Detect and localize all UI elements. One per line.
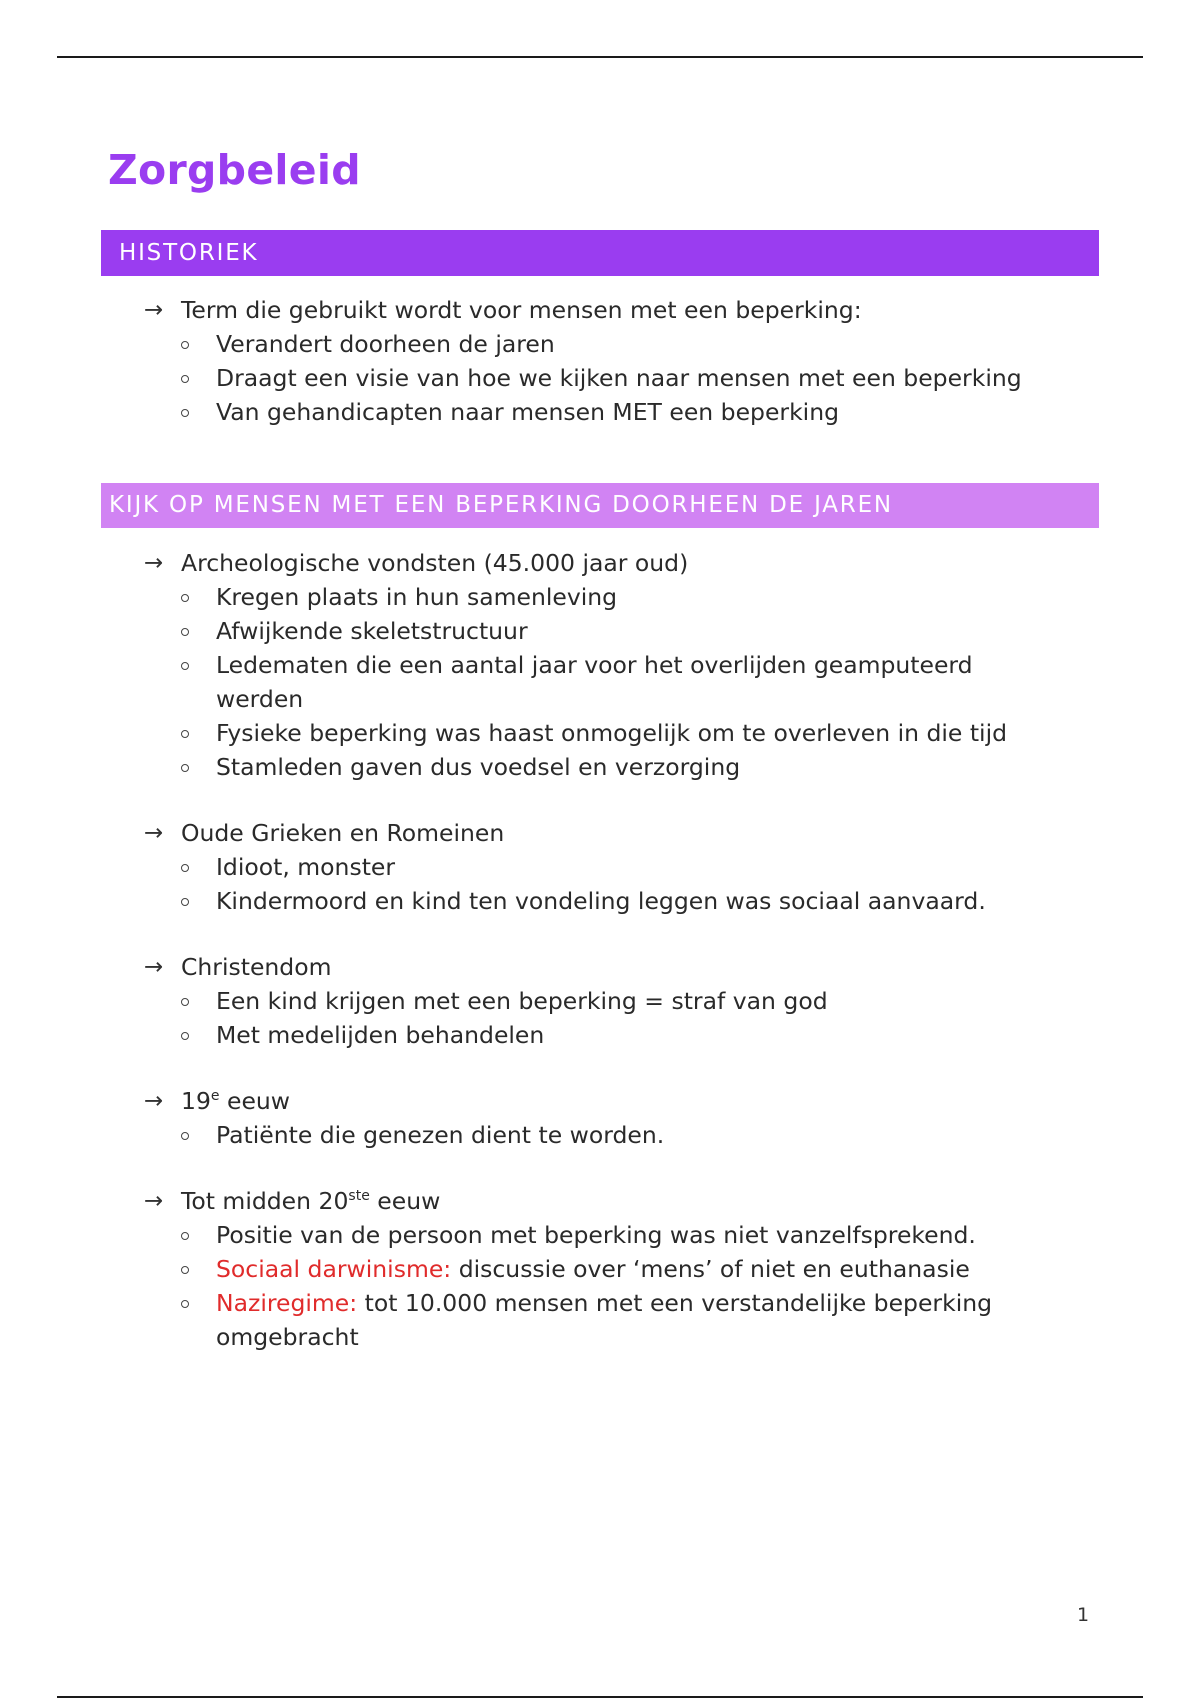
list-item-text: Patiënte die genezen dient te worden.	[216, 1121, 665, 1149]
group-heading	[0, 816, 1200, 850]
list-group	[0, 1184, 1200, 1354]
circle-bullet-icon	[181, 864, 189, 872]
section-list-historiek	[0, 293, 1200, 461]
list-item-text: Afwijkende skeletstructuur	[216, 617, 528, 645]
section-heading-kijk-op-mensen: KIJK OP MENSEN MET EEN BEPERKING DOORHEEN DE JAREN	[101, 483, 1099, 528]
list-group	[0, 816, 1200, 918]
list-item	[0, 716, 1200, 750]
group-heading-text: Christendom	[181, 953, 332, 981]
arrow-right-icon: →	[144, 550, 164, 576]
arrow-right-icon: →	[144, 1188, 164, 1214]
circle-bullet-icon	[181, 409, 189, 417]
group-heading-text	[181, 1187, 440, 1215]
group-heading	[0, 1084, 1200, 1118]
group-heading	[0, 546, 1200, 580]
circle-bullet-icon	[181, 1266, 189, 1274]
list-item	[0, 884, 1200, 918]
list-item	[0, 361, 1200, 395]
list-item-text: Fysieke beperking was haast onmogelijk om te overleven in die tijd	[216, 719, 1008, 747]
heading-superscript: ste	[348, 1188, 370, 1205]
list-item-text: Een kind krijgen met een beperking = straf van god	[216, 987, 828, 1015]
list-item	[0, 395, 1200, 429]
list-item-text: Kindermoord en kind ten vondeling leggen was sociaal aanvaard.	[216, 887, 986, 915]
list-item	[0, 327, 1200, 361]
list-item-text: Positie van de persoon met beperking was niet vanzelfsprekend.	[216, 1221, 976, 1249]
section-list-kijk-op-mensen	[0, 546, 1200, 1386]
circle-bullet-icon	[181, 764, 189, 772]
arrow-right-icon: →	[144, 297, 164, 323]
circle-bullet-icon	[181, 998, 189, 1006]
list-item	[0, 850, 1200, 884]
heading-superscript: e	[210, 1088, 220, 1105]
group-heading-text: Oude Grieken en Romeinen	[181, 819, 505, 847]
group-heading-text	[181, 1087, 290, 1115]
list-item	[0, 1018, 1200, 1052]
list-group	[0, 1084, 1200, 1152]
arrow-right-icon: →	[144, 954, 164, 980]
circle-bullet-icon	[181, 1032, 189, 1040]
highlight-label: Naziregime:	[216, 1289, 358, 1317]
circle-bullet-icon	[181, 898, 189, 906]
list-item	[0, 750, 1200, 784]
circle-bullet-icon	[181, 375, 189, 383]
list-item	[0, 1286, 1200, 1354]
list-item-text: Draagt een visie van hoe we kijken naar mensen met een beperking	[216, 364, 1022, 392]
list-item-text: discussie over ‘mens’ of niet en euthanasie	[451, 1255, 970, 1283]
list-item-text: Kregen plaats in hun samenleving	[216, 583, 618, 611]
list-item-text: Stamleden gaven dus voedsel en verzorging	[216, 753, 741, 781]
list-group	[0, 546, 1200, 784]
circle-bullet-icon	[181, 730, 189, 738]
heading-rest: eeuw	[219, 1087, 291, 1115]
arrow-right-icon: →	[144, 820, 164, 846]
list-item	[0, 1118, 1200, 1152]
list-item-text: Ledematen die een aantal jaar voor het overlijden geamputeerd werden	[216, 651, 973, 713]
group-heading-text: Archeologische vondsten (45.000 jaar oud)	[181, 549, 689, 577]
circle-bullet-icon	[181, 1132, 189, 1140]
list-item-text: Met medelijden behandelen	[216, 1021, 545, 1049]
highlight-label: Sociaal darwinisme:	[216, 1255, 452, 1283]
list-item-text: tot 10.000 mensen met een verstandelijke beperking omgebracht	[216, 1289, 993, 1351]
circle-bullet-icon	[181, 1300, 189, 1308]
group-heading-text: Term die gebruikt wordt voor mensen met een beperking:	[181, 296, 862, 324]
group-heading	[0, 1184, 1200, 1218]
arrow-right-icon: →	[144, 1088, 164, 1114]
section-heading-historiek: HISTORIEK	[101, 230, 1099, 276]
list-item	[0, 614, 1200, 648]
list-group	[0, 950, 1200, 1052]
list-item	[0, 648, 1200, 716]
list-item-text: Van gehandicapten naar mensen MET een beperking	[216, 398, 840, 426]
list-item	[0, 1252, 1200, 1286]
heading-main: Tot midden 20	[181, 1187, 349, 1215]
circle-bullet-icon	[181, 628, 189, 636]
page-title: Zorgbeleid	[108, 146, 361, 194]
list-item	[0, 984, 1200, 1018]
top-rule	[57, 56, 1143, 58]
heading-main: 19	[181, 1087, 211, 1115]
list-group	[0, 293, 1200, 429]
list-item	[0, 1218, 1200, 1252]
circle-bullet-icon	[181, 1232, 189, 1240]
list-item	[0, 580, 1200, 614]
circle-bullet-icon	[181, 594, 189, 602]
group-heading	[0, 293, 1200, 327]
circle-bullet-icon	[181, 662, 189, 670]
list-item-text: Idioot, monster	[216, 853, 396, 881]
page-number: 1	[1077, 1604, 1090, 1626]
list-item-text: Verandert doorheen de jaren	[216, 330, 555, 358]
heading-rest: eeuw	[369, 1187, 441, 1215]
group-heading	[0, 950, 1200, 984]
circle-bullet-icon	[181, 341, 189, 349]
bottom-rule	[57, 1696, 1143, 1698]
